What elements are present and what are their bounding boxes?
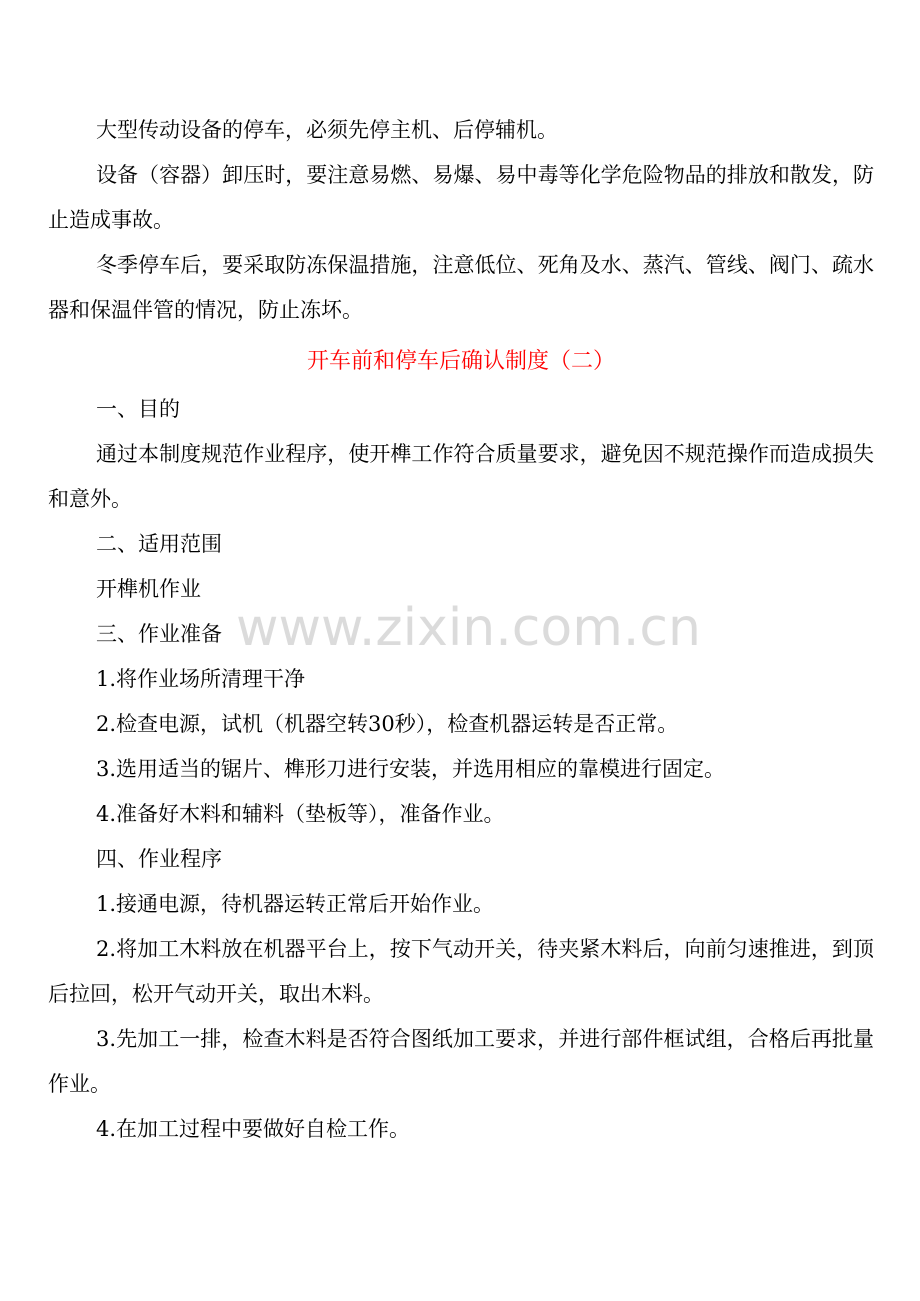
scope-text: 开榫机作业 — [96, 577, 201, 601]
prep-heading: 三、作业准备 — [96, 622, 222, 646]
intro-paragraph-1: 大型传动设备的停车，必须先停主机、后停辅机。 — [96, 118, 558, 142]
prep-item-2: 2.检查电源，试机（机器空转30秒），检查机器运转是否正常。 — [96, 712, 679, 736]
procedure-item-2: 2.将加工木料放在机器平台上，按下气动开关，待夹紧木料后，向前匀速推进，到顶后拉回，松开气动开关，取出木料。 — [48, 937, 874, 1006]
purpose-heading: 一、目的 — [96, 397, 180, 421]
watermark-text: www.zixin.com.cn — [236, 598, 701, 658]
procedure-item-4: 4.在加工过程中要做好自检工作。 — [96, 1117, 411, 1141]
procedure-item-3: 3.先加工一排，检查木料是否符合图纸加工要求，并进行部件框试组，合格后再批量作业。 — [48, 1027, 874, 1096]
prep-item-1: 1.将作业场所清理干净 — [96, 667, 306, 691]
purpose-text: 通过本制度规范作业程序，使开榫工作符合质量要求，避免因不规范操作而造成损失和意外。 — [48, 442, 874, 511]
intro-paragraph-3: 冬季停车后，要采取防冻保温措施，注意低位、死角及水、蒸汽、管线、阀门、疏水器和保温伴管的情况，防止冻坏。 — [48, 253, 874, 322]
scope-heading: 二、适用范围 — [96, 532, 222, 556]
procedure-heading: 四、作业程序 — [96, 847, 222, 871]
prep-item-4: 4.准备好木料和辅料（垫板等），准备作业。 — [96, 802, 505, 826]
prep-item-3: 3.选用适当的锯片、榫形刀进行安装，并选用相应的靠模进行固定。 — [96, 757, 726, 781]
document-title: 开车前和停车后确认制度（二） — [306, 349, 615, 374]
document-body — [48, 108, 874, 1152]
intro-paragraph-2: 设备（容器）卸压时，要注意易燃、易爆、易中毒等化学危险物品的排放和散发，防止造成事故。 — [48, 163, 874, 232]
procedure-item-1: 1.接通电源，待机器运转正常后开始作业。 — [96, 892, 495, 916]
